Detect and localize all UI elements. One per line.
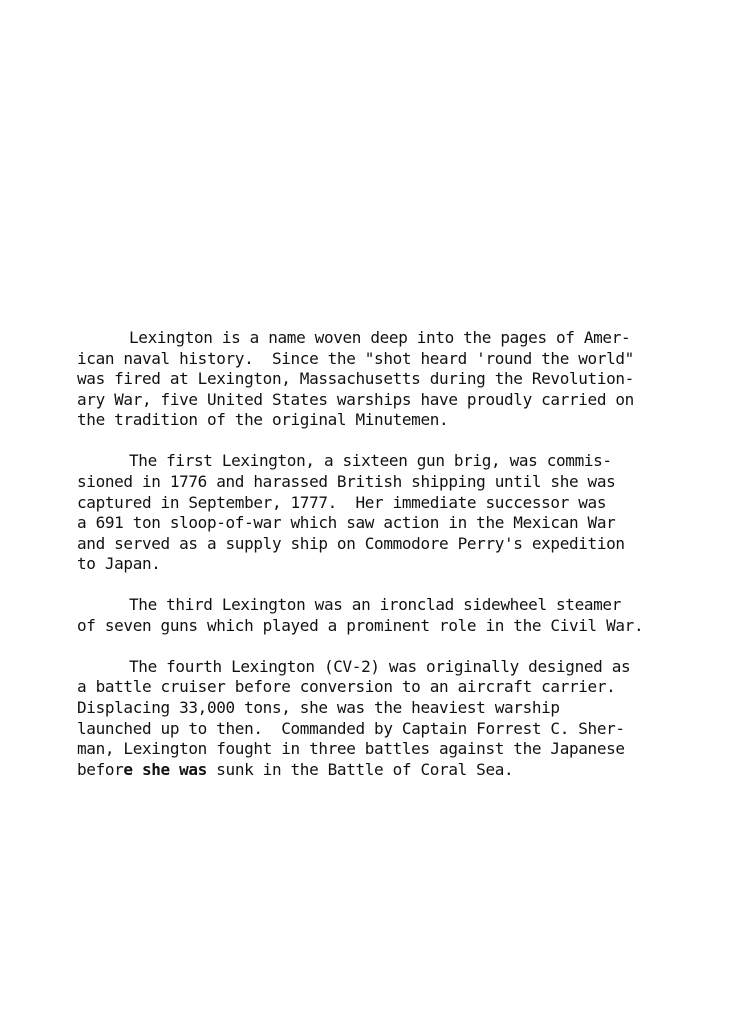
last-line-start: befor bbox=[77, 759, 124, 779]
paragraph-4-line-5: man, Lexington fought in three battles against the Japanese bbox=[77, 739, 625, 759]
paragraph-2-line-5: and served as a supply ship on Commodore Perry's expedition bbox=[77, 533, 625, 553]
paragraph-2-line-3: captured in September, 1777. Her immediate successor was bbox=[77, 492, 607, 512]
paragraph-4-line-3: Displacing 33,000 tons, she was the heaviest warship bbox=[77, 698, 560, 718]
paragraph-1-line-4: ary War, five United States warships have proudly carried on bbox=[77, 389, 634, 409]
paragraph-1-line-2: ican naval history. Since the "shot heard 'round the world" bbox=[77, 348, 634, 368]
paragraph-1 bbox=[77, 328, 717, 431]
paragraph-4-line-4: launched up to then. Commanded by Captain Forrest C. Sher- bbox=[77, 718, 625, 738]
paragraph-4-line-1: The fourth Lexington (CV-2) was originally designed as bbox=[129, 656, 631, 676]
paragraph-2-line-4: a 691 ton sloop-of-war which saw action in the Mexican War bbox=[77, 513, 616, 533]
paragraph-2-line-1: The first Lexington, a sixteen gun brig, was commis- bbox=[129, 451, 612, 471]
paragraph-1-line-5: the tradition of the original Minutemen. bbox=[77, 410, 449, 430]
last-line-bold-text: e she was bbox=[123, 759, 207, 779]
paragraph-2-line-6: to Japan. bbox=[77, 554, 161, 574]
paragraph-3-line-1: The third Lexington was an ironclad sidewheel steamer bbox=[129, 595, 621, 615]
document-body bbox=[77, 328, 717, 801]
paragraph-2-line-2: sioned in 1776 and harassed British shipping until she was bbox=[77, 471, 616, 491]
paragraph-1-line-3: was fired at Lexington, Massachusetts during the Revolution- bbox=[77, 369, 634, 389]
paragraph-4 bbox=[77, 657, 717, 781]
paragraph-4-line-6 bbox=[77, 760, 717, 781]
paragraph-2 bbox=[77, 451, 717, 575]
paragraph-3 bbox=[77, 595, 717, 636]
paragraph-3-line-2: of seven guns which played a prominent role in the Civil War. bbox=[77, 615, 644, 635]
paragraph-4-line-2: a battle cruiser before conversion to an aircraft carrier. bbox=[77, 677, 616, 697]
last-line-end: sunk in the Battle of Coral Sea. bbox=[206, 759, 514, 779]
paragraph-1-line-1: Lexington is a name woven deep into the pages of Amer- bbox=[129, 328, 631, 347]
